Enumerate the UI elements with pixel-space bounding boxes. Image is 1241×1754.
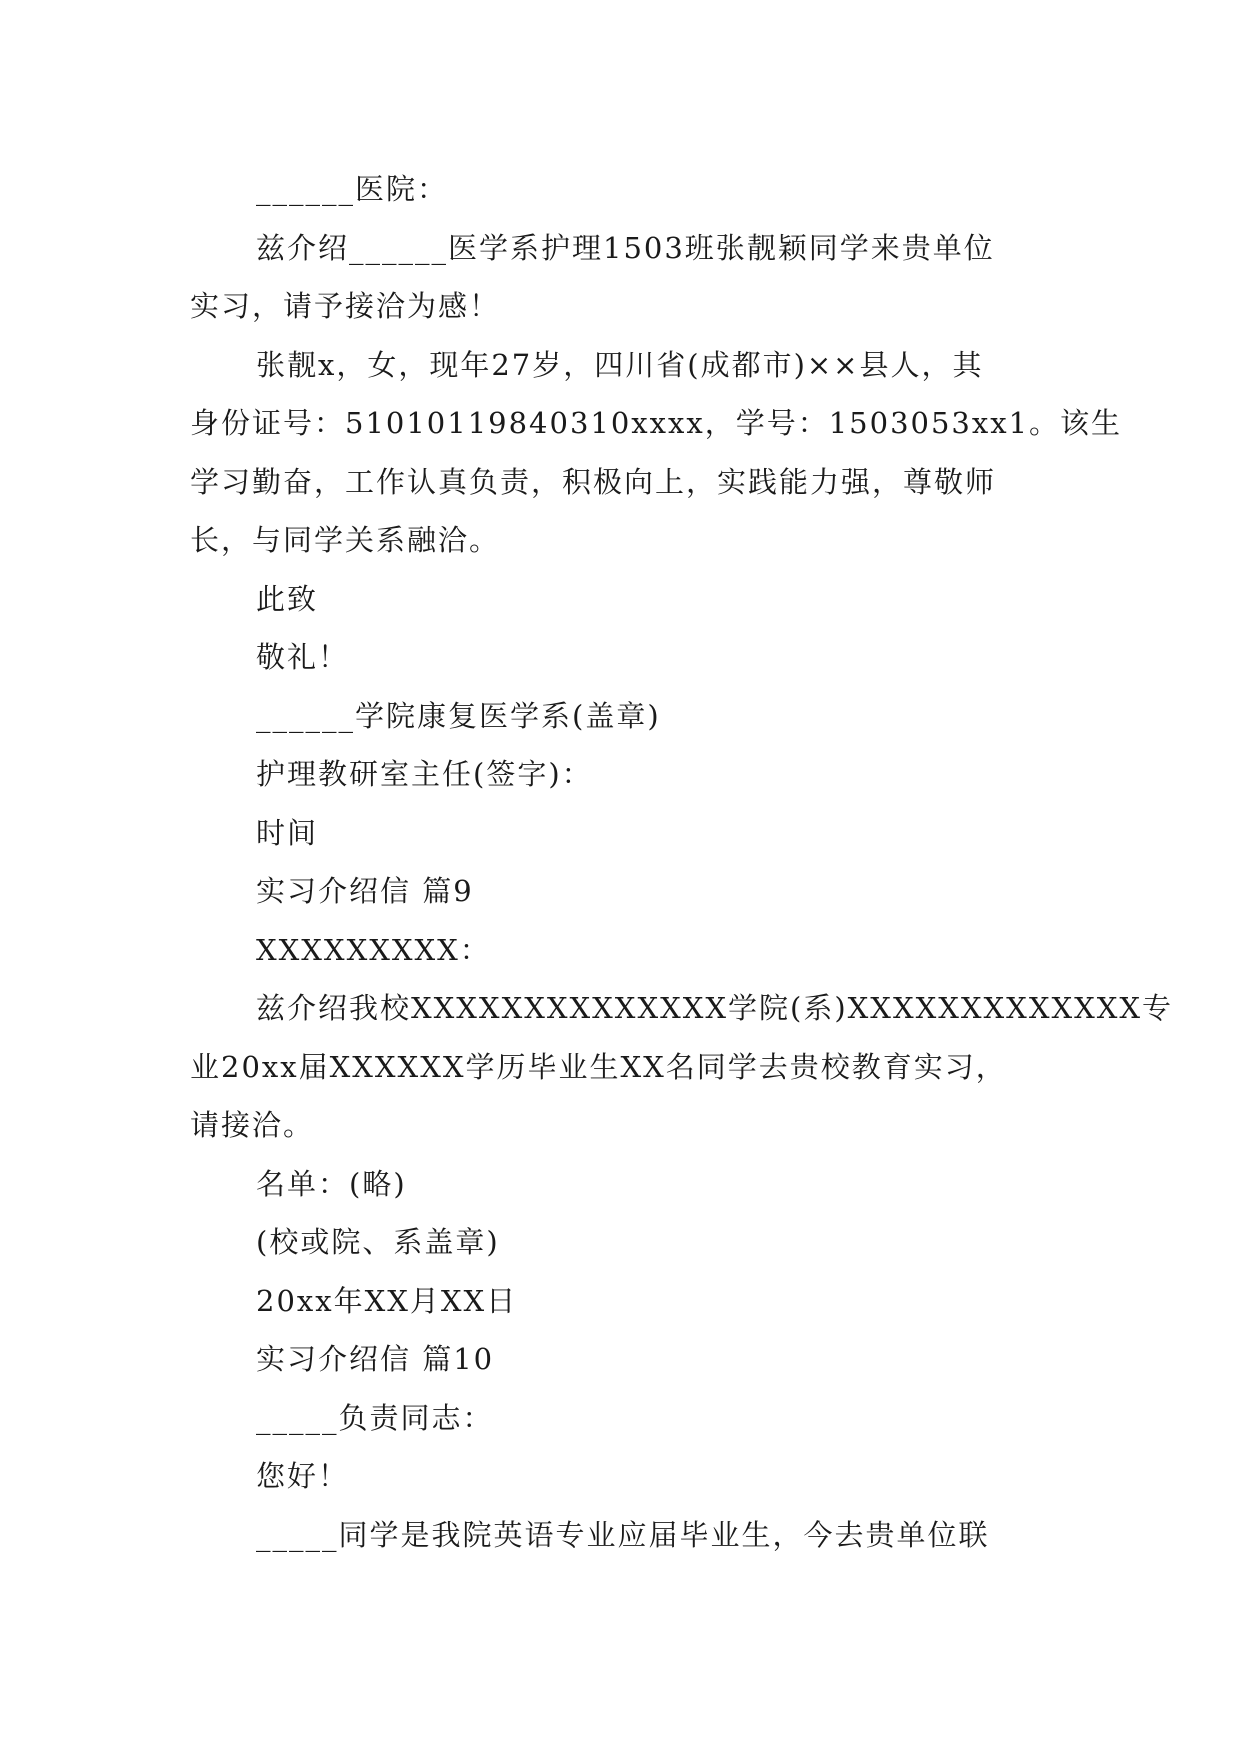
student-info-line-2: 身份证号：51010119840310xxxx，学号：1503053xx1。该生: [190, 406, 1123, 440]
intro-line-2: 实习，请予接洽为感！: [190, 289, 501, 323]
greeting-ninhao: 您好！: [256, 1459, 350, 1493]
student-info-line-1: 张靓x，女，现年27岁，四川省(成都市)××县人，其: [256, 347, 984, 382]
salutation-xxx: XXXXXXXXX：: [256, 932, 491, 967]
letter10-line-1: _____同学是我院英语专业应届毕业生，今去贵单位联: [256, 1517, 990, 1552]
letter9-stamp: (校或院、系盖章): [256, 1225, 500, 1259]
letter9-line-2: 业20xx届XXXXXX学历毕业生XX名同学去贵校教育实习，: [190, 1049, 1007, 1084]
signature-department: ______学院康复医学系(盖章): [256, 698, 661, 733]
section-heading-9: 实习介绍信 篇9: [256, 874, 474, 908]
student-info-line-3: 学习勤奋，工作认真负责，积极向上，实践能力强，尊敬师: [190, 464, 997, 499]
salutation-hospital: ______医院：: [256, 172, 449, 206]
salutation-responsible: _____负责同志：: [256, 1400, 494, 1435]
signature-time: 时间: [256, 815, 319, 850]
letter9-line-3: 请接洽。: [190, 1108, 315, 1142]
closing-cizhi: 此致: [256, 581, 319, 616]
closing-jingli: 敬礼！: [256, 640, 350, 674]
section-heading-10: 实习介绍信 篇10: [256, 1342, 495, 1376]
letter9-line-1: 兹介绍我校XXXXXXXXXXXXXX学院(系)XXXXXXXXXXXXX专: [256, 991, 1174, 1025]
letter9-date: 20xx年XX月XX日: [256, 1283, 518, 1318]
student-info-line-4: 长，与同学关系融洽。: [190, 523, 501, 557]
letter9-namelist: 名单：(略): [256, 1166, 407, 1201]
signature-director: 护理教研室主任(签字)：: [256, 757, 593, 791]
intro-line-1: 兹介绍______医学系护理1503班张靓颖同学来贵单位: [256, 230, 995, 265]
document-page: [190, 160, 1174, 1564]
